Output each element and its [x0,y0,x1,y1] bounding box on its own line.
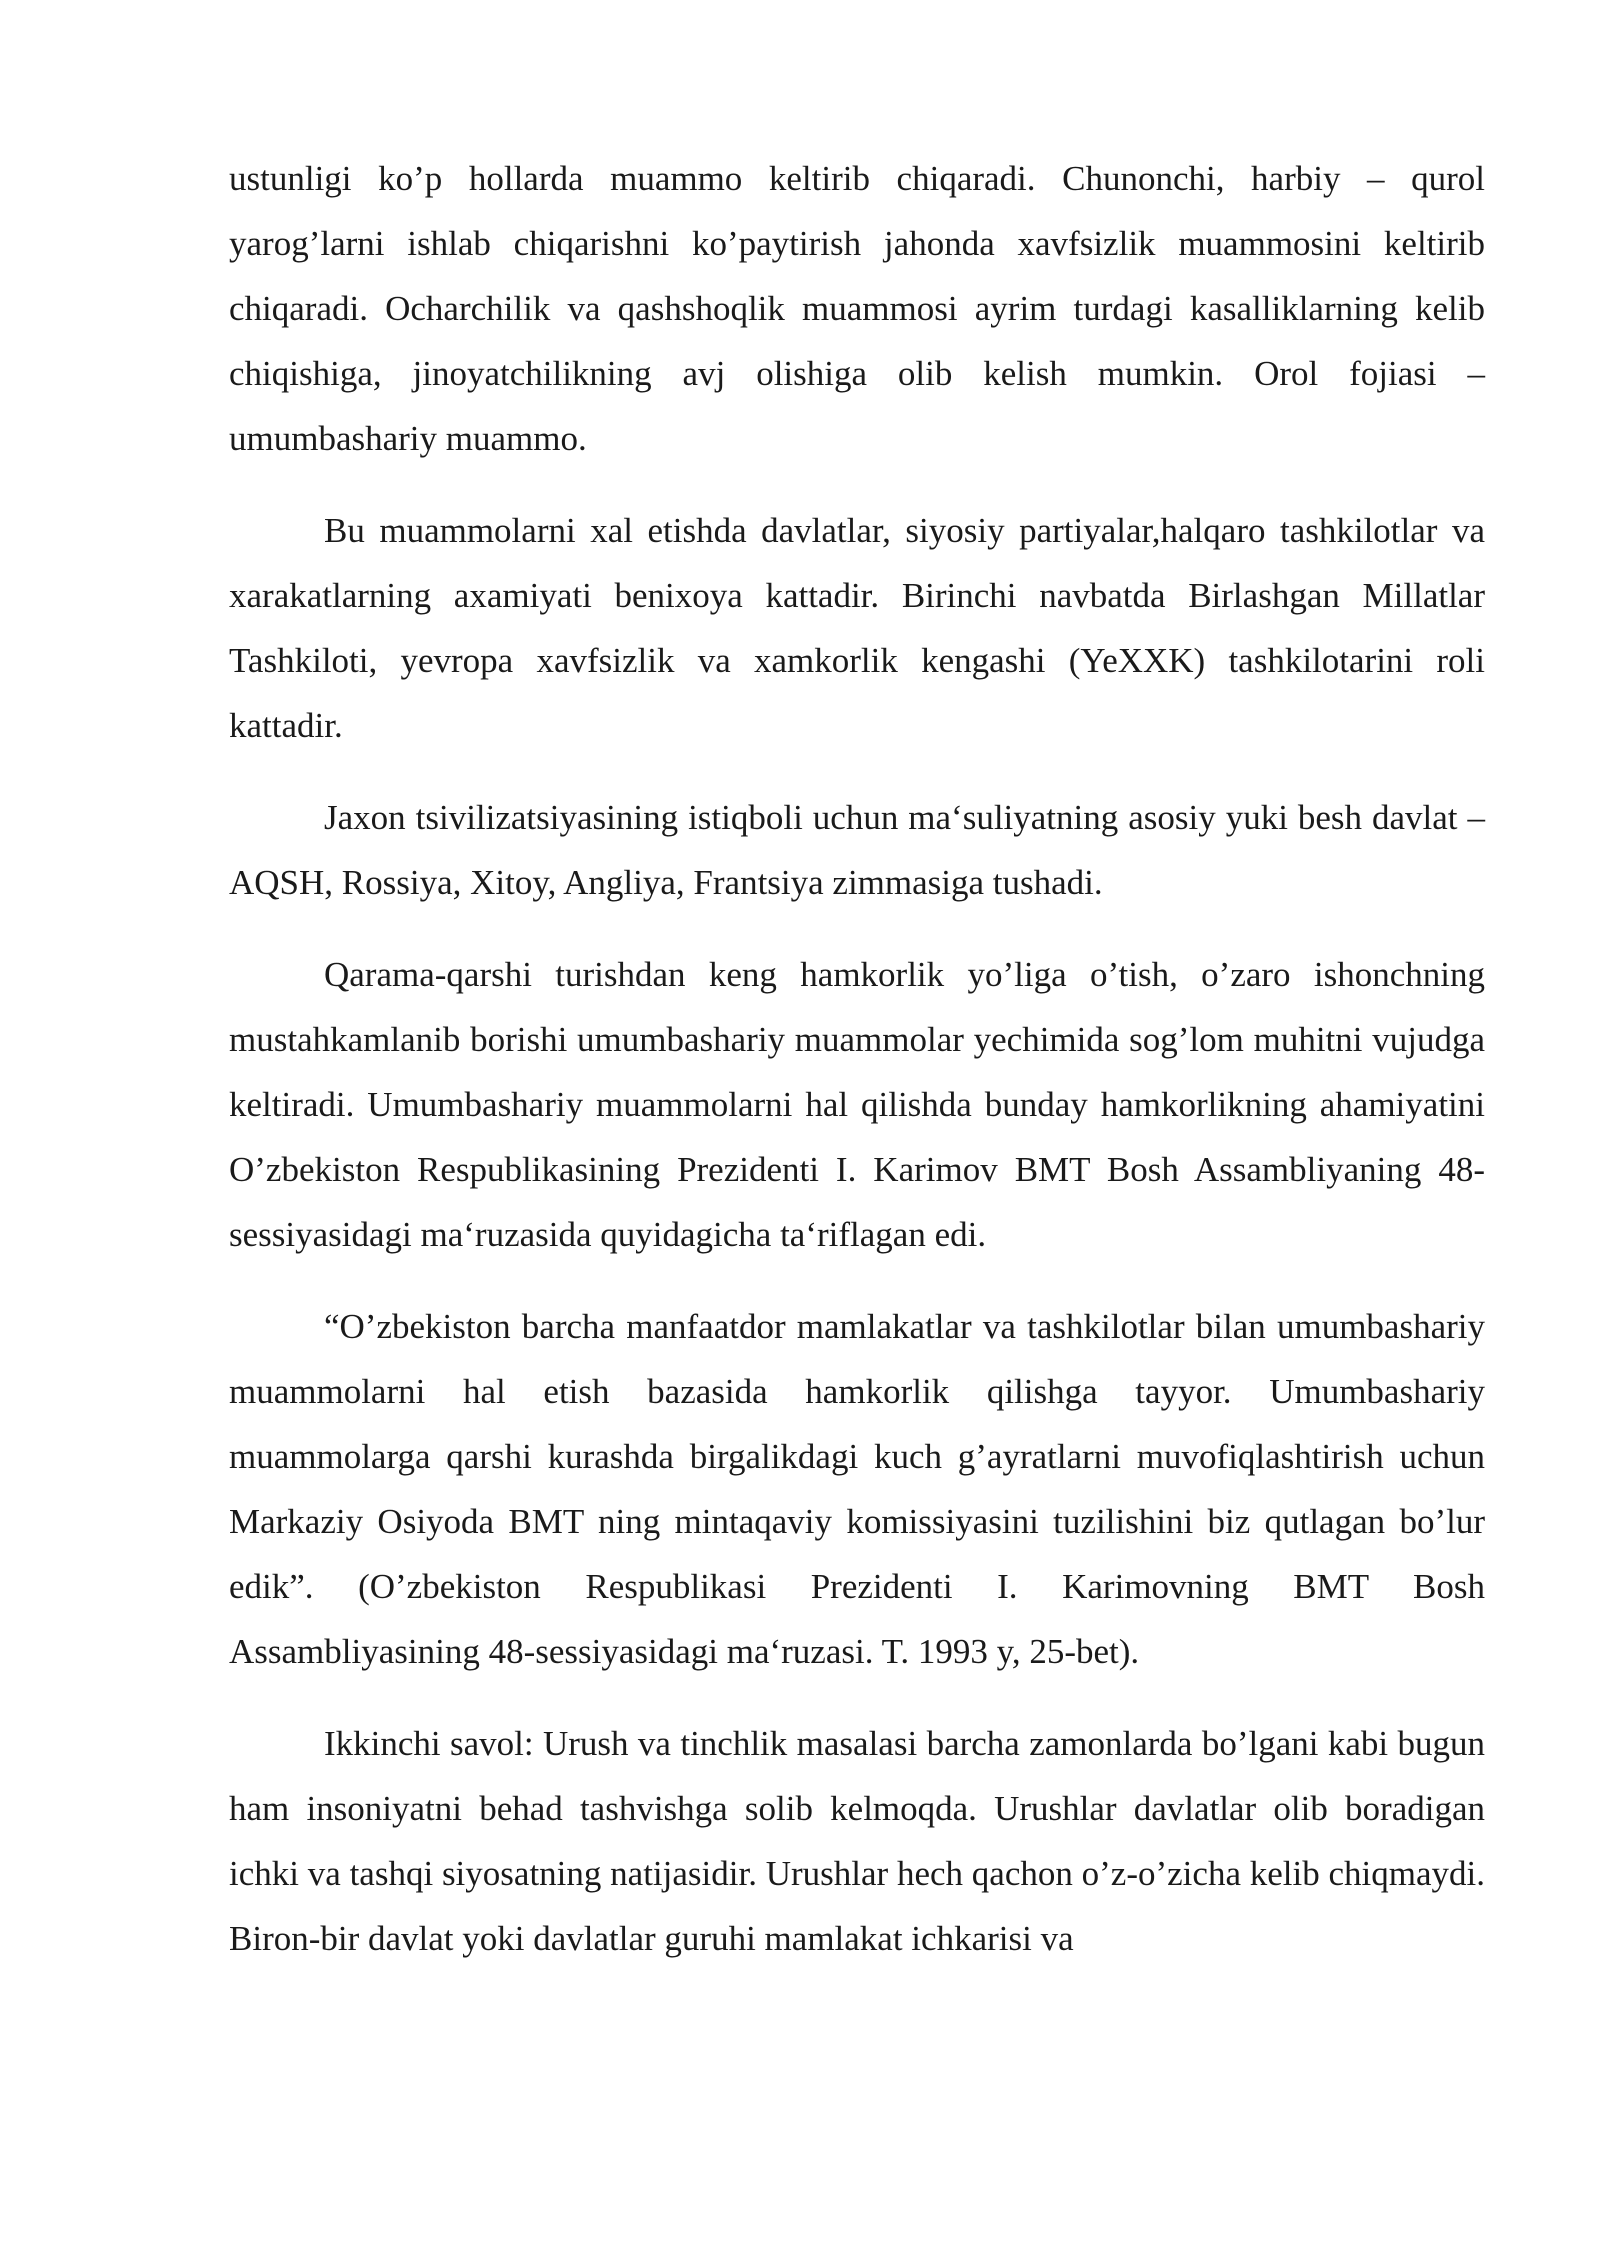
paragraph-6: Ikkinchi savol: Urush va tinchlik masalasi barcha zamonlarda bo’lgani kabi bugun ham insoniyatni behad tashvishga solib kelmoqda. Urushlar davlatlar olib boradigan ichki va tashqi siyosatning natijasidir. Urushlar hech qachon o’z-o’zicha kelib chiqmaydi. Biron-bir davlat yoki davlatlar guruhi mamlakat ichkarisi va [229,1724,1485,1958]
paragraph-3: Jaxon tsivilizatsiyasining istiqboli uchun ma‘suliyatning asosiy yuki besh davlat – AQSH, Rossiya, Xitoy, Angliya, Frantsiya zimmasiga tushadi. [229,798,1485,902]
paragraph-5-quote: “O’zbekiston barcha manfaatdor mamlakatlar va tashkilotlar bilan umumbashariy muammolarni hal etish bazasida hamkorlik qilishga tayyor. Umumbashariy muammolarga qarshi kurashda birgalikdagi kuch g’ayratlarni muvofiqlashtirish uchun Markaziy Osiyoda BMT ning mintaqaviy komissiyasini tuzilishini biz qutlagan bo’lur edik”. (O’zbekiston Respublikasi Prezidenti I. Karimovning BMT Bosh Assambliyasining 48-sessiyasidagi ma‘ruzasi. T. 1993 y, 25-bet). [229,1307,1485,1671]
paragraph-2: Bu muammolarni xal etishda davlatlar, siyosiy partiyalar,halqaro tashkilotlar va xarakatlarning axamiyati benixoya kattadir. Birinchi navbatda Birlashgan Millatlar Tashkiloti, yevropa xavfsizlik va xamkorlik kengashi (YeXXK) tashkilotarini roli kattadir. [229,511,1485,745]
paragraph-4: Qarama-qarshi turishdan keng hamkorlik yo’liga o’tish, o’zaro ishonchning mustahkamlanib borishi umumbashariy muammolar yechimida sog’lom muhitni vujudga keltiradi. Umumbashariy muammolarni hal qilishda bunday hamkorlikning ahamiyatini O’zbekiston Respublikasining Prezidenti I. Karimov BMT Bosh Assambliyaning 48-sessiyasidagi ma‘ruzasida quyidagicha ta‘riflagan edi. [229,955,1485,1254]
document-page [229,146,1485,1998]
paragraph-1: ustunligi ko’p hollarda muammo keltirib chiqaradi. Chunonchi, harbiy – qurol yarog’larni ishlab chiqarishni ko’paytirish jahonda xavfsizlik muammosini keltirib chiqaradi. Ocharchilik va qashshoqlik muammosi ayrim turdagi kasalliklarning kelib chiqishiga, jinoyatchilikning avj olishiga olib kelish mumkin. Orol fojiasi – umumbashariy muammo. [229,159,1485,458]
